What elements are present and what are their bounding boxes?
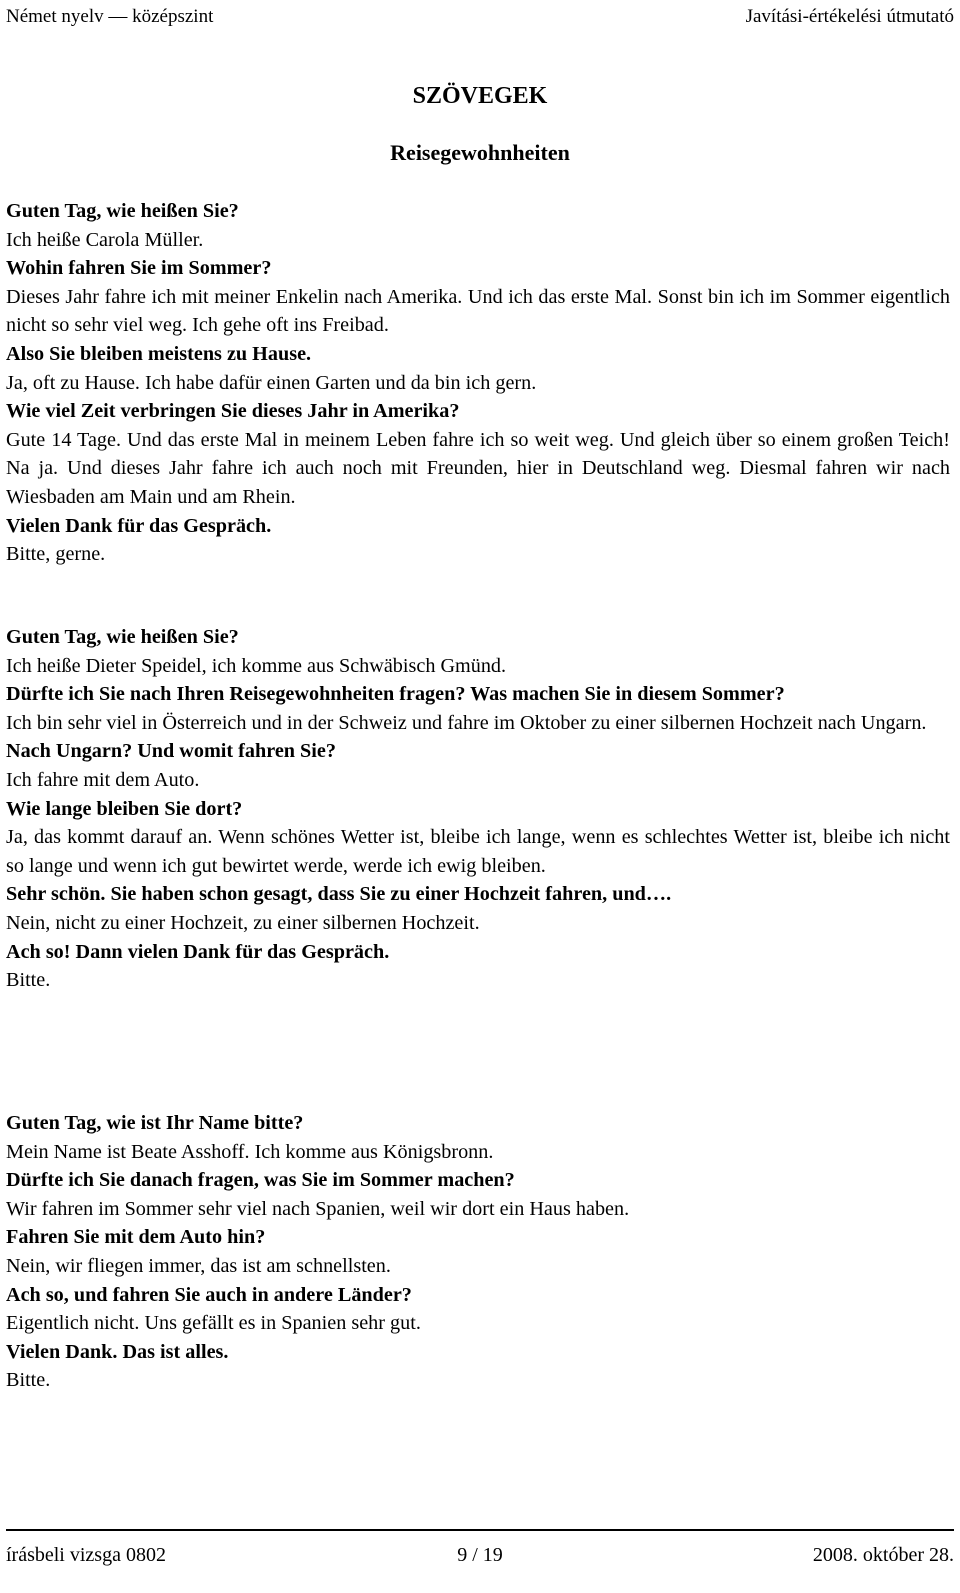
interviewer-line: Vielen Dank für das Gespräch. [6,514,272,537]
interview-1 [6,197,950,569]
footer-date: 2008. október 28. [812,1544,954,1566]
interviewee-line: Bitte, gerne. [6,543,106,566]
interviewer-line: Vielen Dank. Das ist alles. [6,1340,229,1363]
interviewee-line: Dieses Jahr fahre ich mit meiner Enkelin nach Amerika. Und ich das erste Mal. Sonst bin ich im Sommer eigentlich nicht so sehr viel weg. Ich gehe oft ins Freibad. [6,285,950,337]
interviewer-line: Guten Tag, wie heißen Sie? [6,626,239,648]
interviewer-line: Wie viel Zeit verbringen Sie dieses Jahr in Amerika? [6,400,460,423]
interviewer-line: Guten Tag, wie heißen Sie? [6,200,239,222]
header-guide-title: Javítási-értékelési útmutató [745,6,954,27]
interviewee-line: Gute 14 Tage. Und das erste Mal in meinem Leben fahre ich so weit weg. Und gleich über so einem großen Teich! Na ja. Und dieses Jahr fahre ich auch noch mit Freunden, hier in Deutschland weg. Diesmal fahren wir nach Wiesbaden am Main und am Rhein. [6,428,950,508]
interviewee-line: Ich fahre mit dem Auto. [6,768,200,791]
interviewer-line: Wohin fahren Sie im Sommer? [6,257,272,280]
interviewee-line: Nein, nicht zu einer Hochzeit, zu einer silbernen Hochzeit. [6,911,480,934]
interview-3 [6,1109,950,1395]
interviewee-line: Ich heiße Dieter Speidel, ich komme aus Schwäbisch Gmünd. [6,654,507,677]
page-subtitle: Reisegewohnheiten [390,140,570,165]
interviewee-line: Mein Name ist Beate Asshoff. Ich komme aus Königsbronn. [6,1140,494,1163]
interviewee-line: Bitte. [6,1369,51,1392]
interviewee-line: Nein, wir fliegen immer, das ist am schnellsten. [6,1254,391,1277]
interviewer-line: Dürfte ich Sie danach fragen, was Sie im Sommer machen? [6,1169,515,1192]
interviewer-line: Fahren Sie mit dem Auto hin? [6,1226,266,1249]
interviewer-line: Guten Tag, wie ist Ihr Name bitte? [6,1112,304,1134]
page-footer [6,1543,954,1567]
interviewee-line: Ich bin sehr viel in Österreich und in der Schweiz und fahre im Oktober zu einer silbernen Hochzeit nach Ungarn. [6,711,927,734]
interviewee-line: Wir fahren im Sommer sehr viel nach Spanien, weil wir dort ein Haus haben. [6,1197,630,1220]
interviewer-line: Wie lange bleiben Sie dort? [6,797,243,820]
page-title: SZÖVEGEK [412,83,548,109]
interviewee-line: Eigentlich nicht. Uns gefällt es in Spanien sehr gut. [6,1312,421,1335]
interviewer-line: Ach so! Dann vielen Dank für das Gespräch. [6,940,390,963]
interviewer-line: Sehr schön. Sie haben schon gesagt, dass Sie zu einer Hochzeit fahren, und…. [6,883,672,906]
interviewer-line: Dürfte ich Sie nach Ihren Reisegewohnheiten fragen? Was machen Sie in diesem Sommer? [6,683,785,706]
footer-divider [6,1529,954,1531]
interviewee-line: Ja, oft zu Hause. Ich habe dafür einen Garten und da bin ich gern. [6,371,537,394]
interview-2 [6,623,950,995]
interviewer-line: Ach so, und fahren Sie auch in andere Länder? [6,1283,412,1306]
footer-page-number: 9 / 19 [457,1544,503,1566]
footer-exam-code: írásbeli vizsga 0802 [6,1544,166,1566]
interviewer-line: Nach Ungarn? Und womit fahren Sie? [6,740,336,763]
interviewer-line: Also Sie bleiben meistens zu Hause. [6,342,312,365]
interviewee-line: Bitte. [6,969,51,992]
header-subject: Német nyelv — középszint [6,6,214,27]
running-header [6,6,954,28]
interviewee-line: Ja, das kommt darauf an. Wenn schönes Wetter ist, bleibe ich lange, wenn es schlechtes Wetter ist, bleibe ich nicht so lange und wenn ich gut bewirtet werde, werde ich ewig bleiben. [6,826,950,877]
interviewee-line: Ich heiße Carola Müller. [6,228,204,251]
